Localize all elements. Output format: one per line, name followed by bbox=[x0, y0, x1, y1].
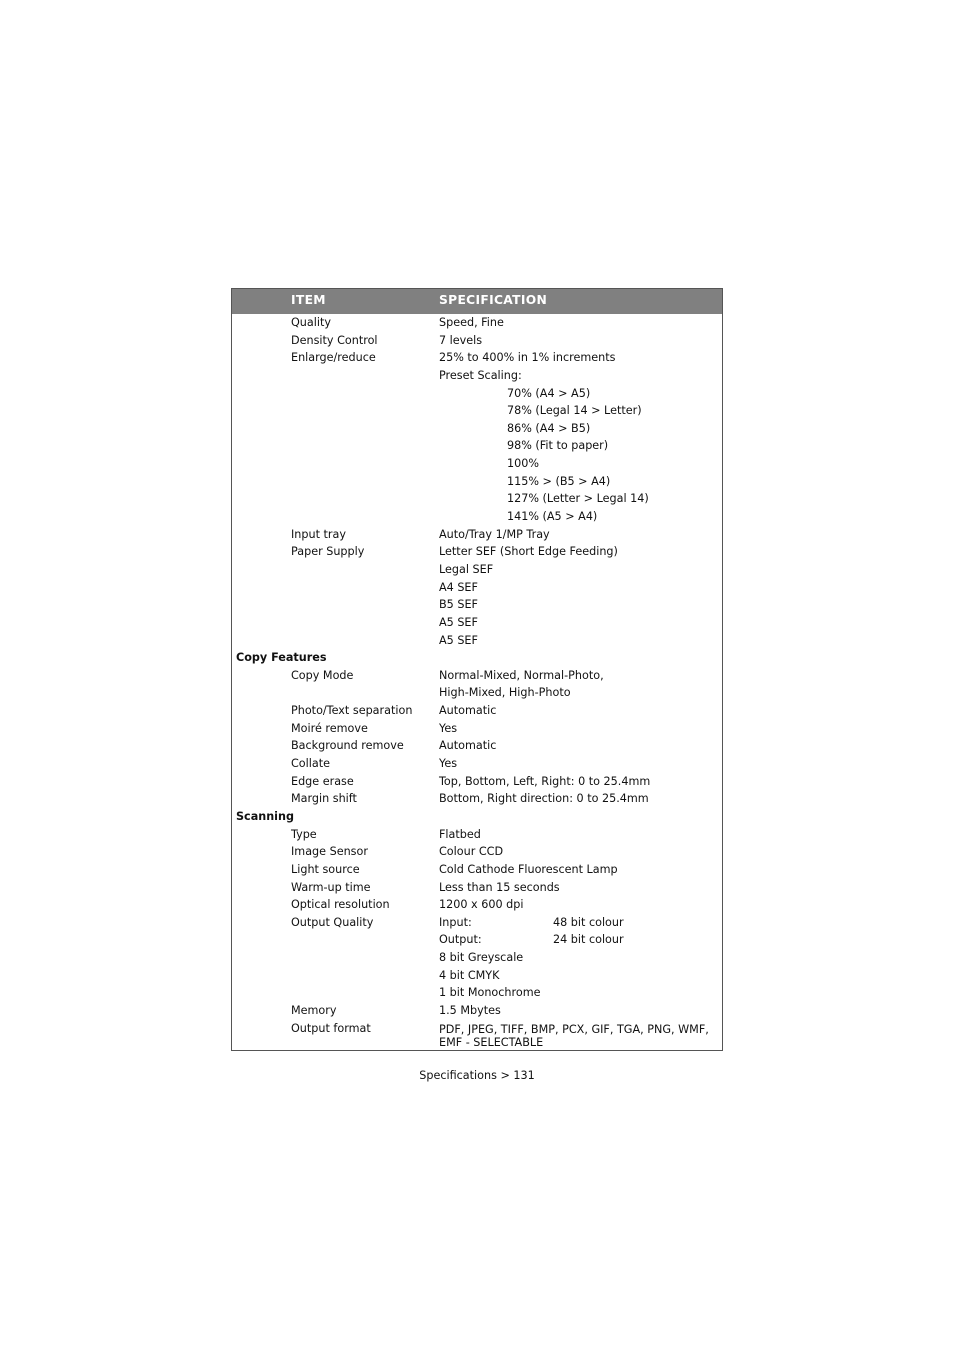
item-cell: Background remove bbox=[291, 739, 404, 753]
specification-value-cell: 24 bit colour bbox=[553, 933, 624, 947]
preset-scaling-cell: 78% (Legal 14 > Letter) bbox=[507, 404, 642, 418]
item-cell: Quality bbox=[291, 316, 331, 329]
table-row bbox=[232, 455, 722, 473]
item-cell: Edge erase bbox=[291, 774, 354, 788]
specification-value-cell: 48 bit colour bbox=[553, 915, 624, 929]
table-row bbox=[232, 420, 722, 438]
specification-cell: Automatic bbox=[439, 704, 497, 718]
specification-cell: 4 bit CMYK bbox=[439, 968, 500, 982]
table-row bbox=[232, 402, 722, 420]
specification-cell: PDF, JPEG, TIFF, BMP, PCX, GIF, TGA, PNG, WMF, EMF - SELECTABLE bbox=[439, 1022, 709, 1049]
specification-cell: High-Mixed, High-Photo bbox=[439, 686, 571, 700]
table-row bbox=[232, 508, 722, 526]
specification-cell: 7 levels bbox=[439, 333, 483, 347]
table-row bbox=[232, 684, 722, 702]
specification-cell: 8 bit Greyscale bbox=[439, 951, 524, 965]
spec-table bbox=[231, 288, 723, 1051]
table-row bbox=[232, 490, 722, 508]
item-cell: Paper Supply bbox=[291, 545, 365, 559]
item-cell: Output Quality bbox=[291, 915, 374, 929]
section-heading: Copy Features bbox=[236, 651, 327, 665]
table-row bbox=[232, 1020, 722, 1049]
table-row bbox=[232, 314, 722, 332]
specification-cell: Legal SEF bbox=[439, 562, 494, 576]
table-row bbox=[232, 367, 722, 385]
specification-cell: 25% to 400% in 1% increments bbox=[439, 351, 616, 365]
section-heading-row bbox=[232, 649, 722, 667]
specification-cell: A5 SEF bbox=[439, 615, 478, 629]
item-cell: Light source bbox=[291, 862, 360, 876]
preset-scaling-cell: 98% (Fit to paper) bbox=[507, 439, 609, 453]
specification-cell: Bottom, Right direction: 0 to 25.4mm bbox=[439, 792, 649, 806]
item-cell: Image Sensor bbox=[291, 845, 368, 859]
table-row bbox=[232, 896, 722, 914]
item-cell: Copy Mode bbox=[291, 668, 354, 682]
table-body bbox=[232, 314, 722, 1049]
table-row bbox=[232, 543, 722, 561]
specification-cell: 1.5 Mbytes bbox=[439, 1003, 501, 1017]
specification-cell: Cold Cathode Fluorescent Lamp bbox=[439, 862, 618, 876]
page-footer: Specifications > 131 bbox=[419, 1069, 535, 1082]
item-cell: Memory bbox=[291, 1003, 337, 1017]
item-cell: Density Control bbox=[291, 333, 378, 347]
specification-cell: Input: bbox=[439, 915, 472, 929]
table-row bbox=[232, 967, 722, 985]
specification-cell: Auto/Tray 1/MP Tray bbox=[439, 527, 550, 541]
preset-scaling-cell: 70% (A4 > A5) bbox=[507, 386, 591, 400]
section-heading-row bbox=[232, 808, 722, 826]
specification-cell: A5 SEF bbox=[439, 633, 478, 647]
specification-cell: Output: bbox=[439, 933, 482, 947]
item-cell: Photo/Text separation bbox=[291, 704, 413, 718]
item-cell: Margin shift bbox=[291, 792, 357, 806]
item-cell: Optical resolution bbox=[291, 898, 390, 912]
preset-scaling-cell: 86% (A4 > B5) bbox=[507, 421, 591, 435]
item-cell: Moiré remove bbox=[291, 721, 368, 735]
table-row bbox=[232, 949, 722, 967]
table-row bbox=[232, 879, 722, 897]
table-row bbox=[232, 843, 722, 861]
table-row bbox=[232, 861, 722, 879]
specification-cell: Flatbed bbox=[439, 827, 481, 841]
specification-cell: Preset Scaling: bbox=[439, 368, 522, 382]
section-heading: Scanning bbox=[236, 809, 294, 823]
preset-scaling-cell: 115% > (B5 > A4) bbox=[507, 474, 611, 488]
item-cell: Input tray bbox=[291, 527, 346, 541]
specification-cell: Less than 15 seconds bbox=[439, 880, 560, 894]
table-row bbox=[232, 984, 722, 1002]
table-row bbox=[232, 737, 722, 755]
item-cell: Enlarge/reduce bbox=[291, 351, 376, 365]
preset-scaling-cell: 127% (Letter > Legal 14) bbox=[507, 492, 649, 506]
table-row bbox=[232, 755, 722, 773]
table-row bbox=[232, 826, 722, 844]
table-row bbox=[232, 614, 722, 632]
specification-cell: B5 SEF bbox=[439, 598, 478, 612]
table-row bbox=[232, 385, 722, 403]
table-row bbox=[232, 667, 722, 685]
table-row bbox=[232, 473, 722, 491]
item-cell: Warm-up time bbox=[291, 880, 371, 894]
table-row bbox=[232, 579, 722, 597]
specification-cell: Yes bbox=[439, 721, 458, 735]
table-row bbox=[232, 931, 722, 949]
header-specification: SPECIFICATION bbox=[439, 293, 548, 307]
specification-cell: 1200 x 600 dpi bbox=[439, 898, 524, 912]
table-row bbox=[232, 1002, 722, 1020]
specification-cell: Automatic bbox=[439, 739, 497, 753]
preset-scaling-cell: 141% (A5 > A4) bbox=[507, 510, 598, 524]
specification-cell: Yes bbox=[439, 757, 458, 771]
specification-cell: 1 bit Monochrome bbox=[439, 986, 541, 1000]
table-row bbox=[232, 702, 722, 720]
header-item: ITEM bbox=[291, 293, 326, 307]
table-row bbox=[232, 526, 722, 544]
preset-scaling-cell: 100% bbox=[507, 457, 539, 471]
table-row bbox=[232, 596, 722, 614]
table-row bbox=[232, 773, 722, 791]
table-row bbox=[232, 561, 722, 579]
table-row bbox=[232, 720, 722, 738]
specification-cell: Speed, Fine bbox=[439, 316, 504, 329]
item-cell: Type bbox=[291, 827, 317, 841]
table-row bbox=[232, 349, 722, 367]
item-cell: Collate bbox=[291, 757, 330, 771]
table-row bbox=[232, 914, 722, 932]
item-cell: Output format bbox=[291, 1021, 371, 1035]
table-row bbox=[232, 790, 722, 808]
specification-cell: Colour CCD bbox=[439, 845, 504, 859]
table-row bbox=[232, 437, 722, 455]
specification-cell: A4 SEF bbox=[439, 580, 478, 594]
specification-cell: Normal-Mixed, Normal-Photo, bbox=[439, 668, 604, 682]
table-row bbox=[232, 332, 722, 350]
specification-cell: Letter SEF (Short Edge Feeding) bbox=[439, 545, 618, 559]
specification-cell: Top, Bottom, Left, Right: 0 to 25.4mm bbox=[439, 774, 651, 788]
table-row bbox=[232, 632, 722, 650]
table-header bbox=[232, 289, 722, 314]
